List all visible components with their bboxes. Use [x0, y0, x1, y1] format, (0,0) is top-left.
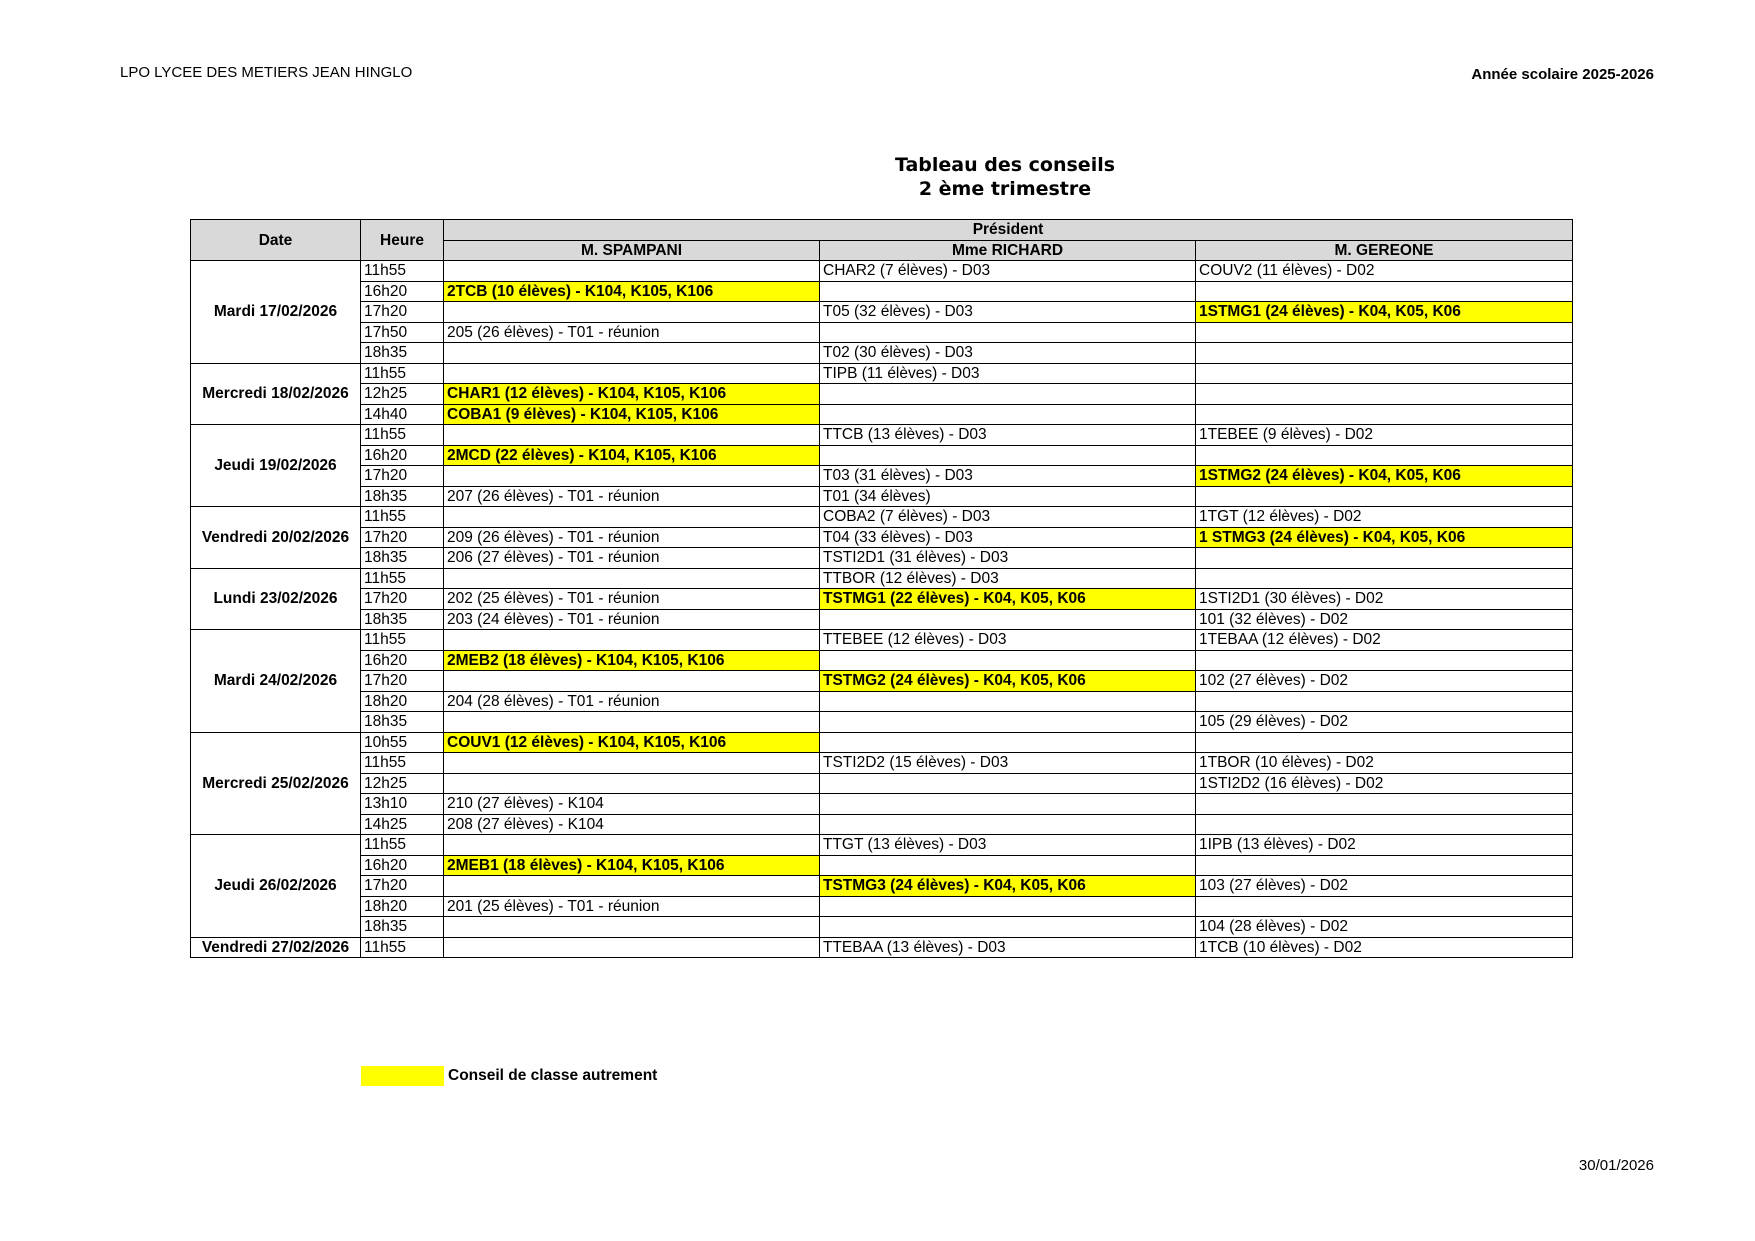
hour-cell: 17h20 — [361, 302, 444, 323]
council-cell — [820, 445, 1196, 466]
table-row — [191, 773, 1573, 794]
council-cell: 1STI2D2 (16 élèves) - D02 — [1196, 773, 1573, 794]
table-body — [191, 261, 1573, 958]
council-cell — [820, 650, 1196, 671]
table-row — [191, 630, 1573, 651]
council-cell — [444, 630, 820, 651]
council-cell — [444, 835, 820, 856]
legend-label: Conseil de classe autrement — [448, 1067, 658, 1084]
council-cell: TSTMG2 (24 élèves) - K04, K05, K06 — [820, 671, 1196, 692]
council-cell: 202 (25 élèves) - T01 - réunion — [444, 589, 820, 610]
council-cell: TTEBEE (12 élèves) - D03 — [820, 630, 1196, 651]
council-cell: 208 (27 élèves) - K104 — [444, 814, 820, 835]
council-cell: 1TEBEE (9 élèves) - D02 — [1196, 425, 1573, 446]
council-cell — [1196, 814, 1573, 835]
council-cell — [1196, 896, 1573, 917]
council-cell — [444, 671, 820, 692]
date-cell: Vendredi 20/02/2026 — [191, 507, 361, 569]
council-cell: T04 (33 élèves) - D03 — [820, 527, 1196, 548]
date-cell: Jeudi 19/02/2026 — [191, 425, 361, 507]
table-row — [191, 753, 1573, 774]
hour-cell: 14h25 — [361, 814, 444, 835]
hour-cell: 11h55 — [361, 835, 444, 856]
table-row — [191, 609, 1573, 630]
council-cell — [820, 712, 1196, 733]
table-row — [191, 876, 1573, 897]
council-cell: 1IPB (13 élèves) - D02 — [1196, 835, 1573, 856]
council-cell — [1196, 384, 1573, 405]
date-cell: Mardi 24/02/2026 — [191, 630, 361, 733]
council-cell: TSTMG1 (22 élèves) - K04, K05, K06 — [820, 589, 1196, 610]
president-header: M. SPAMPANI — [444, 240, 820, 261]
council-cell: 2MCD (22 élèves) - K104, K105, K106 — [444, 445, 820, 466]
council-cell — [1196, 691, 1573, 712]
hour-cell: 18h35 — [361, 712, 444, 733]
table-row — [191, 835, 1573, 856]
council-cell: 101 (32 élèves) - D02 — [1196, 609, 1573, 630]
council-cell — [444, 712, 820, 733]
footer-date: 30/01/2026 — [1578, 1157, 1654, 1174]
council-cell — [1196, 855, 1573, 876]
council-cell: 104 (28 élèves) - D02 — [1196, 917, 1573, 938]
council-cell — [820, 281, 1196, 302]
hour-cell: 17h20 — [361, 527, 444, 548]
council-cell: 205 (26 élèves) - T01 - réunion — [444, 322, 820, 343]
council-cell — [820, 322, 1196, 343]
council-cell — [1196, 343, 1573, 364]
date-cell: Mercredi 18/02/2026 — [191, 363, 361, 425]
council-cell: CHAR2 (7 élèves) - D03 — [820, 261, 1196, 282]
council-cell: TSTMG3 (24 élèves) - K04, K05, K06 — [820, 876, 1196, 897]
council-cell: 1STMG2 (24 élèves) - K04, K05, K06 — [1196, 466, 1573, 487]
council-cell: 1TEBAA (12 élèves) - D02 — [1196, 630, 1573, 651]
president-group-header: Président — [444, 220, 1573, 241]
president-header: M. GEREONE — [1196, 240, 1573, 261]
council-cell: 204 (28 élèves) - T01 - réunion — [444, 691, 820, 712]
council-cell — [444, 876, 820, 897]
council-cell: T01 (34 élèves) — [820, 486, 1196, 507]
table-row — [191, 425, 1573, 446]
table-row — [191, 486, 1573, 507]
document-title: Tableau des conseils — [894, 154, 1116, 176]
table-row — [191, 404, 1573, 425]
hour-cell: 17h20 — [361, 466, 444, 487]
council-cell — [444, 773, 820, 794]
table-row — [191, 548, 1573, 569]
council-cell — [820, 917, 1196, 938]
council-cell: COUV1 (12 élèves) - K104, K105, K106 — [444, 732, 820, 753]
table-row — [191, 507, 1573, 528]
councils-table — [190, 219, 1573, 958]
council-cell: 210 (27 élèves) - K104 — [444, 794, 820, 815]
council-cell — [1196, 650, 1573, 671]
hour-cell: 16h20 — [361, 855, 444, 876]
council-cell — [1196, 794, 1573, 815]
council-cell — [1196, 732, 1573, 753]
hour-cell: 17h20 — [361, 876, 444, 897]
table-row — [191, 445, 1573, 466]
legend-swatch — [361, 1066, 444, 1086]
hour-cell: 12h25 — [361, 773, 444, 794]
hour-cell: 11h55 — [361, 261, 444, 282]
hour-cell: 17h50 — [361, 322, 444, 343]
council-cell — [820, 855, 1196, 876]
council-cell: TTCB (13 élèves) - D03 — [820, 425, 1196, 446]
council-cell: 105 (29 élèves) - D02 — [1196, 712, 1573, 733]
council-cell — [1196, 281, 1573, 302]
council-cell — [1196, 568, 1573, 589]
council-cell: 206 (27 élèves) - T01 - réunion — [444, 548, 820, 569]
council-cell: 201 (25 élèves) - T01 - réunion — [444, 896, 820, 917]
council-cell — [444, 302, 820, 323]
table-row — [191, 302, 1573, 323]
council-cell: 203 (24 élèves) - T01 - réunion — [444, 609, 820, 630]
hour-cell: 18h35 — [361, 486, 444, 507]
council-cell — [444, 753, 820, 774]
council-cell — [1196, 486, 1573, 507]
council-cell: 209 (26 élèves) - T01 - réunion — [444, 527, 820, 548]
hour-cell: 11h55 — [361, 630, 444, 651]
council-cell — [444, 466, 820, 487]
council-cell — [820, 609, 1196, 630]
council-cell — [820, 691, 1196, 712]
table-row — [191, 527, 1573, 548]
council-cell — [444, 343, 820, 364]
hour-cell: 18h35 — [361, 343, 444, 364]
hour-cell: 18h20 — [361, 691, 444, 712]
council-cell: 1 STMG3 (24 élèves) - K04, K05, K06 — [1196, 527, 1573, 548]
hour-cell: 18h20 — [361, 896, 444, 917]
table-row — [191, 691, 1573, 712]
table-row — [191, 384, 1573, 405]
hour-cell: 10h55 — [361, 732, 444, 753]
council-cell — [444, 363, 820, 384]
table-row — [191, 343, 1573, 364]
table-row — [191, 794, 1573, 815]
council-cell: TIPB (11 élèves) - D03 — [820, 363, 1196, 384]
hour-cell: 14h40 — [361, 404, 444, 425]
table-row — [191, 568, 1573, 589]
council-cell: 2MEB2 (18 élèves) - K104, K105, K106 — [444, 650, 820, 671]
date-cell: Mardi 17/02/2026 — [191, 261, 361, 364]
school-year: Année scolaire 2025-2026 — [1471, 66, 1654, 83]
council-cell: TTBOR (12 élèves) - D03 — [820, 568, 1196, 589]
council-cell: COBA2 (7 élèves) - D03 — [820, 507, 1196, 528]
council-cell — [1196, 445, 1573, 466]
table-row — [191, 363, 1573, 384]
hour-cell: 18h35 — [361, 609, 444, 630]
hour-cell: 16h20 — [361, 650, 444, 671]
table-row — [191, 814, 1573, 835]
council-cell — [820, 384, 1196, 405]
council-cell — [444, 937, 820, 958]
council-cell: 2TCB (10 élèves) - K104, K105, K106 — [444, 281, 820, 302]
council-cell: TTGT (13 élèves) - D03 — [820, 835, 1196, 856]
table-row — [191, 281, 1573, 302]
council-cell — [444, 917, 820, 938]
council-cell: TTEBAA (13 élèves) - D03 — [820, 937, 1196, 958]
document-subtitle: 2 ème trimestre — [918, 178, 1092, 200]
date-cell: Lundi 23/02/2026 — [191, 568, 361, 630]
council-cell — [444, 568, 820, 589]
hour-cell: 11h55 — [361, 425, 444, 446]
council-cell — [1196, 404, 1573, 425]
table-row — [191, 589, 1573, 610]
council-cell: CHAR1 (12 élèves) - K104, K105, K106 — [444, 384, 820, 405]
council-cell: COUV2 (11 élèves) - D02 — [1196, 261, 1573, 282]
hour-cell: 11h55 — [361, 363, 444, 384]
table-row — [191, 261, 1573, 282]
council-cell: TSTI2D1 (31 élèves) - D03 — [820, 548, 1196, 569]
council-cell — [444, 261, 820, 282]
council-cell: COBA1 (9 élèves) - K104, K105, K106 — [444, 404, 820, 425]
council-cell: T05 (32 élèves) - D03 — [820, 302, 1196, 323]
hour-cell: 11h55 — [361, 568, 444, 589]
hour-cell: 16h20 — [361, 281, 444, 302]
table-row — [191, 937, 1573, 958]
hour-cell: 16h20 — [361, 445, 444, 466]
school-name: LPO LYCEE DES METIERS JEAN HINGLO — [120, 64, 413, 81]
council-cell: 207 (26 élèves) - T01 - réunion — [444, 486, 820, 507]
council-cell — [820, 773, 1196, 794]
council-cell — [444, 425, 820, 446]
council-cell: 103 (27 élèves) - D02 — [1196, 876, 1573, 897]
council-cell — [1196, 363, 1573, 384]
table-row — [191, 650, 1573, 671]
council-cell — [820, 732, 1196, 753]
date-cell: Jeudi 26/02/2026 — [191, 835, 361, 938]
table-row — [191, 466, 1573, 487]
hour-cell: 13h10 — [361, 794, 444, 815]
table-row — [191, 322, 1573, 343]
table-row — [191, 671, 1573, 692]
council-cell — [444, 507, 820, 528]
hour-cell: 12h25 — [361, 384, 444, 405]
council-cell: TSTI2D2 (15 élèves) - D03 — [820, 753, 1196, 774]
hour-cell: 11h55 — [361, 507, 444, 528]
table-row — [191, 896, 1573, 917]
council-cell: 1STMG1 (24 élèves) - K04, K05, K06 — [1196, 302, 1573, 323]
date-cell: Vendredi 27/02/2026 — [191, 937, 361, 958]
date-column-header: Date — [191, 220, 361, 261]
council-cell — [820, 896, 1196, 917]
council-cell: 102 (27 élèves) - D02 — [1196, 671, 1573, 692]
hour-cell: 17h20 — [361, 671, 444, 692]
council-cell — [1196, 548, 1573, 569]
council-cell: 1TGT (12 élèves) - D02 — [1196, 507, 1573, 528]
hour-cell: 18h35 — [361, 917, 444, 938]
council-cell — [1196, 322, 1573, 343]
council-cell — [820, 404, 1196, 425]
hour-cell: 18h35 — [361, 548, 444, 569]
council-cell: 1TCB (10 élèves) - D02 — [1196, 937, 1573, 958]
table-row — [191, 917, 1573, 938]
council-cell: T03 (31 élèves) - D03 — [820, 466, 1196, 487]
date-cell: Mercredi 25/02/2026 — [191, 732, 361, 835]
president-header: Mme RICHARD — [820, 240, 1196, 261]
council-cell — [820, 794, 1196, 815]
council-cell: 1STI2D1 (30 élèves) - D02 — [1196, 589, 1573, 610]
hour-cell: 11h55 — [361, 937, 444, 958]
council-cell: 2MEB1 (18 élèves) - K104, K105, K106 — [444, 855, 820, 876]
hour-column-header: Heure — [361, 220, 444, 261]
council-cell — [820, 814, 1196, 835]
hour-cell: 17h20 — [361, 589, 444, 610]
table-row — [191, 855, 1573, 876]
council-cell: T02 (30 élèves) - D03 — [820, 343, 1196, 364]
council-cell: 1TBOR (10 élèves) - D02 — [1196, 753, 1573, 774]
hour-cell: 11h55 — [361, 753, 444, 774]
table-row — [191, 712, 1573, 733]
table-row — [191, 732, 1573, 753]
